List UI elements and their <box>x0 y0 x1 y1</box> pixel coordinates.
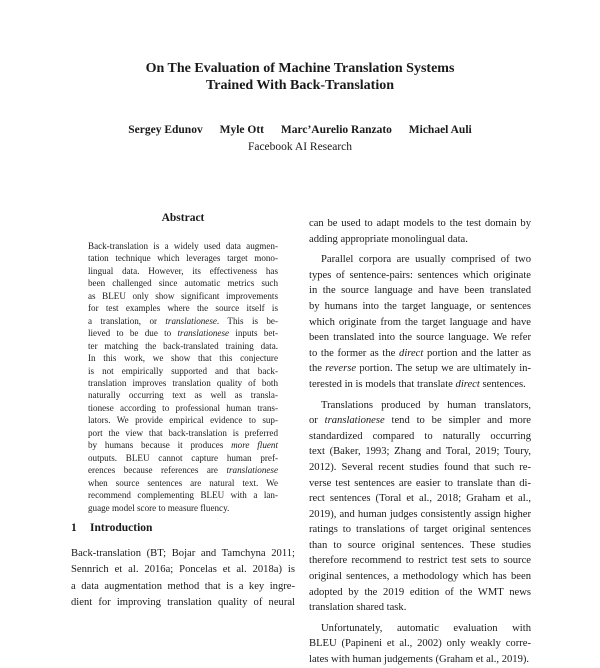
text-line: verse test sentences are easier to translate than di- <box>309 477 531 489</box>
text-line: in the source language and have been translated <box>309 285 531 297</box>
text-line: Translations produced by human translators, <box>321 399 531 411</box>
text-line: Back-translation is a widely used data augmen- <box>88 241 278 251</box>
text-line: BLEU (Papineni et al., 2002) only weakly corre- <box>309 638 531 650</box>
text-line: lingual data. However, its effectiveness has <box>88 265 278 276</box>
text-line: Parallel corpora are usually comprised of two <box>321 254 531 266</box>
text-line: translation improves translation quality of both <box>88 377 278 388</box>
section-heading <box>71 522 152 534</box>
text-line: In this work, we show that this conjecture <box>88 353 278 364</box>
text-line: by humans into the target language, or sentences <box>309 300 531 312</box>
section-number: 1 <box>71 522 77 534</box>
section-title: Introduction <box>90 522 153 534</box>
text-line: is not empirically supported and that back- <box>88 365 278 376</box>
text-line: standardized compared to naturally occurring <box>309 430 531 442</box>
text-line: or translationese tend to be simpler and more <box>309 415 531 427</box>
text-line: lates with human judgements (Graham et al., 2019). <box>309 654 530 666</box>
text-line: to the former as the direct portion and the latter as <box>309 347 532 359</box>
text-line: Unfortunately, automatic evaluation with <box>321 622 531 634</box>
text-line: original sentences, a methodology which has been <box>309 571 531 583</box>
abstract-heading: Abstract <box>161 212 205 224</box>
text-line: translation shared task. <box>309 602 407 614</box>
affiliation: Facebook AI Research <box>247 141 353 153</box>
text-line: Sennrich et al. 2016a; Poncelas et al. 2018a) is <box>71 564 295 576</box>
author: Marc’Aurelio Ranzato <box>280 124 392 136</box>
text-line: adding appropriate monolingual data. <box>309 233 468 245</box>
text-line: guage model score to measure fluency. <box>88 502 230 513</box>
paper-title <box>0 60 600 94</box>
abstract-body <box>88 240 278 514</box>
text-line: terested in is models that translate direct sentences. <box>309 378 526 390</box>
text-line: dient for improving translation quality of neural <box>71 597 295 609</box>
author: Sergey Edunov <box>128 124 203 136</box>
author: Myle Ott <box>219 124 264 136</box>
title-line: On The Evaluation of Machine Translation Systems <box>145 61 455 76</box>
author-list <box>0 123 600 138</box>
text-line: lieved to be due to translationese inputs bet- <box>88 328 278 339</box>
text-line: been challenged since automatic metrics such <box>88 278 278 289</box>
text-line: tation technique which leverages target mono- <box>88 253 278 264</box>
text-line: for test examples where the source itself is <box>88 303 278 314</box>
text-line: been translated into the source language. We refer <box>309 332 531 344</box>
text-line: which originate from the target language and have <box>309 316 531 328</box>
text-line: port the view that back-translation is preferred <box>88 427 278 438</box>
text-line: naturally occurring text as well as transla- <box>88 390 278 401</box>
text-line: adopted by the 2019 edition of the WMT news <box>309 586 531 598</box>
text-line: by humans because it produces more fluent <box>88 440 278 451</box>
text-line: ratings to translations of target original sentences <box>309 524 531 536</box>
text-line: rect sentences (Toral et al., 2018; Graham et al., <box>309 493 531 505</box>
text-line: text (Baker, 1993; Zhang and Toral, 2019; Toury, <box>309 446 531 458</box>
text-line: recommend complementing BLEU with a lan- <box>88 490 278 501</box>
text-line: a translation, or translationese. This is be- <box>88 315 278 326</box>
text-line: erences because references are translationese <box>88 465 278 476</box>
text-line: tionese according to professional human trans- <box>88 402 278 413</box>
author: Michael Auli <box>408 124 472 136</box>
text-line: therefore recommend to restrict test sets to source <box>309 555 531 567</box>
text-line: lators. We provide empirical evidence to sup- <box>88 415 278 426</box>
title-line: Trained With Back-Translation <box>206 78 394 93</box>
text-line: a data augmentation method that is a key ingre- <box>71 580 295 592</box>
text-line: when source sentences are natural text. We <box>88 477 278 488</box>
text-line: types of sentence-pairs: sentences which originate <box>309 269 531 281</box>
text-line: ter matching the back-translated training data. <box>88 340 278 351</box>
text-line: outputs. BLEU cannot capture human pref- <box>88 452 278 463</box>
text-line: can be used to adapt models to the test domain by <box>309 218 531 229</box>
text-line: Back-translation (BT; Bojar and Tamchyna 2011; <box>71 548 295 559</box>
text-line: the reverse portion. The setup we are ultimately in- <box>309 363 532 375</box>
introduction-body <box>71 546 295 612</box>
text-line: than to source original sentences. These studies <box>309 539 531 551</box>
text-line: 2012). Several recent studies found that such re- <box>309 461 531 473</box>
text-line: 2019), and human judges consistently assign higher <box>309 508 531 520</box>
text-line: as BLEU only show significant improvements <box>88 290 278 301</box>
